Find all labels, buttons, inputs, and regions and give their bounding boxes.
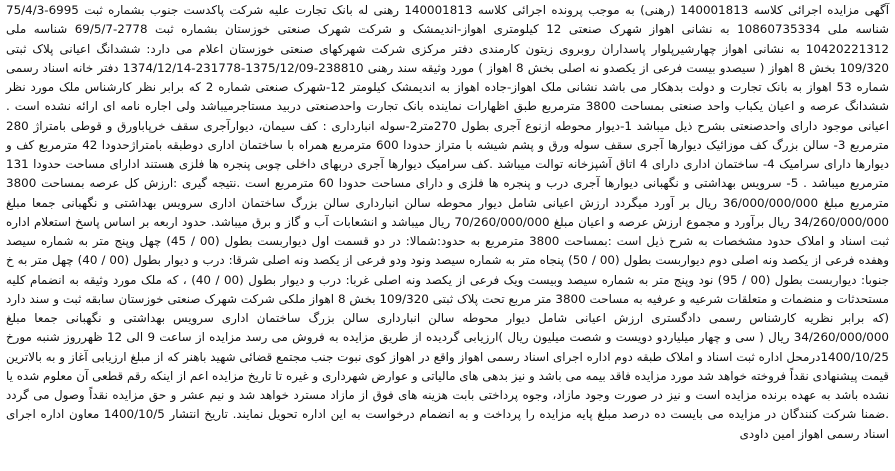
notice-body-text: آگهی مزایده اجرائی کلاسه 140001813 (رهنی) به موجب پرونده اجرائی کلاسه 140001813 رهنی له بانک تجارت علیه شرکت پاکدست جنوب بشماره ثبت 6995-75/4/3 شناسه ملی 10860735334 به نشانی اهواز شهرک صنعتی 12 کیلومتری اهواز-اندیمشک و شرکت شهرک صنعتی خوزستان بشماره ثبت 2778-69/5/7 شناسه ملی 10420221312 به نشانی اهواز چهارشیرپلوار پاسداران روبروی زیتون کارمندی دفتر مرکزی شرکت شهرکهای صنعتی خوزستان اعلام می دارد: ششدانگ اعیانی پلاک ثبتی 109/320 بخش 8 اهواز ( سیصدو بیست فرعی از یکصدو نه اصلی بخش 8 اهواز ) مورد وثیقه سند رهنی 238810-1375/12/09-231778-1374/12/14 دفتر خانه اسناد رسمی شماره 53 اهواز به بانک تجارت و دولت بدهکار می باشد نشانی ملک اهواز-جاده اهواز به اندیمشک کیلومتر 12-شهرک صنعتی شماره 2 که برابر نظر کارشناس ملک مورد نظر ششدانگ عرصه و اعیان یکباب واحد صنعتی بمساحت 3800 مترمربع طبق اظهارات نماینده بانک تجارت واحدصنعتی دربید مستاجرمیباشد ولی اجاره نامه ای ارائه نشده است . اعیانی موجود دارای واحدصنعتی بشرح ذیل میباشد 1-دیوار محوطه ازنوع آجری بطول 270متر2-سوله انبارداری : کف سیمان، دیوارآجری سقف خرپاباورق و قوطی بامتراژ 280 مترمربع 3- سالن بزرگ کف موزائیک دیوارها آجری سقف سوله ورق و پشم شیشه با متراز حدودا 600 مترمربع همراه با ساختمان اداری دوطبقه بامتراژحدودا 42 مترمربع کف و دیوارها دارای سرامیک 4- ساختمان اداری دارای 4 اتاق آشپزخانه توالت میباشد .کف سرامیک دیوارها آجری دربهای داخلی چوبی پنجره ها فلزی هستند ادارای مساحت حدودا 131 مترمربع میباشد . 5- سرویس بهداشتی و نگهبانی دیوارها آجری درب و پنجره ها فلزی و دارای مساحت حدودا 60 مترمربع است .نتیجه گیری :ارزش کل عرصه بمساحت 3800 مترمربع مبلغ 36/000/000/000 ریال بر آورد میگردد ارزش اعیانی شامل دیوار محوطه سالن انبارداری سالن بزرگ ساختمان اداری سرویس بهداشتی و نگهبانی جمعا مبلغ 34/260/000/000 ریال برآورد و مجموع ارزش عرصه و اعیان مبلغ 70/260/000/000 ریال میباشد و انشعابات آب و گاز و برق میباشد. حدود اربعه بر اساس پاسخ استعلام اداره ثبت اسناد و املاک حدود مشخصات به شرح ذیل است :بمساحت 3800 مترمربع به حدود:شمالا: در دو قسمت اول دیواربست بطول (00 / 45) چهل وپنج متر به شماره سیصد وهفده فرعی از یکصد ونه اصلی دوم دیواربست بطول (00 / 50) پنجاه متر به شماره سیصد ونود ودو فرعی از یکصد ونه اصلی شرقا: درب و دیوار بطول (00 / 40) چهل متر به خ جنوبا: دیواربست بطول (00 / 95) نود وپنج متر به شماره سیصد وبیست ویک فرعی از یکصد ونه اصلی غربا: درب و دیوار بطول (00 / 40) ، که ملک مورد وثیقه به انضمام کلیه مستحدثات و منضمات و متعلقات شرعیه و عرفیه به مساحت 3800 متر مربع تحت پلاک ثبتی 109/320 بخش 8 اهواز ملکی شرکت شهرک صنعتی خوزستان سابقه ثبت و سند دارد (که برابر نظریه کارشناس رسمی دادگستری ارزش اعیانی شامل دیوار محوطه سالن انبارداری سالن بزرگ ساختمان اداری سرویس بهداشتی و نگهبانی جمعا مبلغ 34/260/000/000 ریال ( سی و چهار میلیاردو دویست و شصت میلیون ریال )ارزیابی گردیده از طریق مزایده به فروش می رسد مزایده از ساعت 9 الی 12 ظهرروز شنبه مورخ 1400/10/25درمحل اداره ثبت اسناد و املاک طبقه دوم اداره اجرای اسناد رسمی اهواز واقع در اهواز کوی نبوت جنب مجتمع قضائی شهید باهنر که از مبلغ ارزیابی آغاز و به بالاترین قیمت پیشنهادی نقداً فروخته خواهد شد مورد مزایده فاقد بیمه می باشد و نیز بدهی های مالیاتی و عوارض شهرداری و غیره تا تاریخ مزایده اعم از اینکه رقم قطعی آن معلوم شده یا نشده باشد به عهده برنده مزایده است و نیز در صورت وجود مازاد، وجوه پرداختی بابت هزینه های فوق از مازاد مسترد خواهد شد و نیم عشر و حق مزایده نقداً وصول می گردد .ضمنا شرکت کنندگان در مزایده می بایست ده درصد مبلغ پایه مزایده را پرداخت و به انضمام درخواست به این اداره تحویل نمایند. تاریخ انتشار 1400/10/5 معاون اداره اجرای اسناد رسمی اهواز امین داودی xyxy=(6,3,890,441)
